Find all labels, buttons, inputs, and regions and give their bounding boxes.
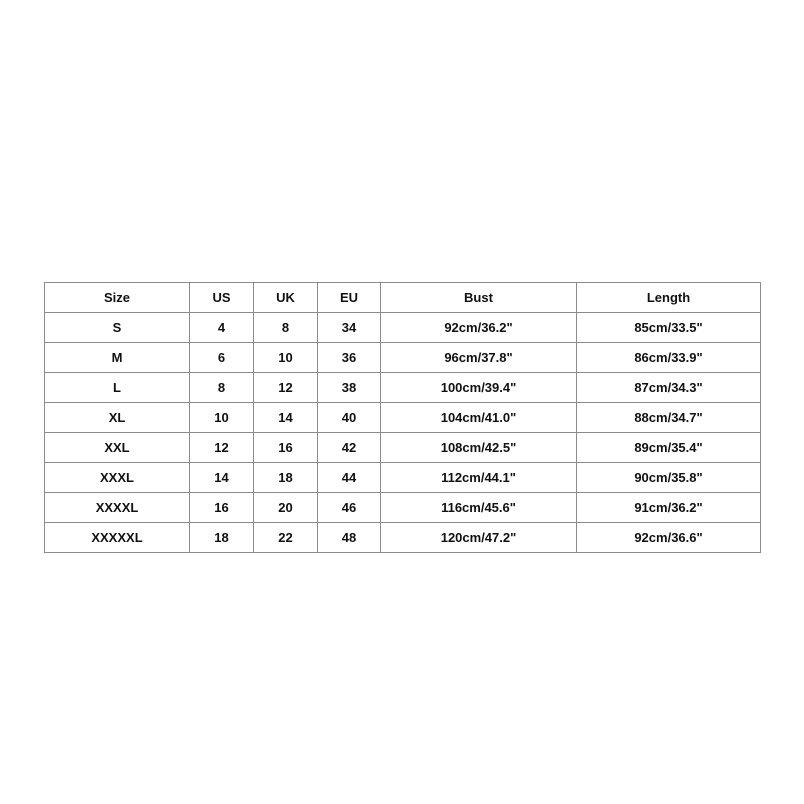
cell-eu: 38 bbox=[318, 373, 381, 403]
cell-bust: 104cm/41.0" bbox=[381, 403, 577, 433]
cell-us: 10 bbox=[190, 403, 254, 433]
cell-length: 92cm/36.6" bbox=[577, 523, 761, 553]
cell-length: 86cm/33.9" bbox=[577, 343, 761, 373]
size-chart-table bbox=[44, 282, 761, 553]
cell-length: 91cm/36.2" bbox=[577, 493, 761, 523]
cell-bust: 116cm/45.6" bbox=[381, 493, 577, 523]
cell-bust: 112cm/44.1" bbox=[381, 463, 577, 493]
cell-length: 89cm/35.4" bbox=[577, 433, 761, 463]
cell-eu: 40 bbox=[318, 403, 381, 433]
cell-length: 90cm/35.8" bbox=[577, 463, 761, 493]
cell-size: XL bbox=[45, 403, 190, 433]
cell-uk: 18 bbox=[254, 463, 318, 493]
cell-size: XXXL bbox=[45, 463, 190, 493]
cell-us: 12 bbox=[190, 433, 254, 463]
cell-bust: 108cm/42.5" bbox=[381, 433, 577, 463]
cell-size: S bbox=[45, 313, 190, 343]
cell-us: 6 bbox=[190, 343, 254, 373]
cell-eu: 44 bbox=[318, 463, 381, 493]
cell-eu: 48 bbox=[318, 523, 381, 553]
table-row bbox=[45, 463, 761, 493]
table-row bbox=[45, 313, 761, 343]
header-length: Length bbox=[577, 283, 761, 313]
header-row bbox=[45, 283, 761, 313]
cell-bust: 96cm/37.8" bbox=[381, 343, 577, 373]
header-uk: UK bbox=[254, 283, 318, 313]
cell-us: 8 bbox=[190, 373, 254, 403]
cell-uk: 10 bbox=[254, 343, 318, 373]
cell-size: M bbox=[45, 343, 190, 373]
cell-uk: 20 bbox=[254, 493, 318, 523]
cell-uk: 16 bbox=[254, 433, 318, 463]
cell-eu: 34 bbox=[318, 313, 381, 343]
cell-uk: 8 bbox=[254, 313, 318, 343]
table-row bbox=[45, 493, 761, 523]
cell-size: XXXXXL bbox=[45, 523, 190, 553]
cell-uk: 14 bbox=[254, 403, 318, 433]
cell-size: XXXXL bbox=[45, 493, 190, 523]
table-row bbox=[45, 523, 761, 553]
cell-bust: 120cm/47.2" bbox=[381, 523, 577, 553]
cell-us: 14 bbox=[190, 463, 254, 493]
cell-eu: 42 bbox=[318, 433, 381, 463]
table-row bbox=[45, 403, 761, 433]
cell-size: XXL bbox=[45, 433, 190, 463]
header-size: Size bbox=[45, 283, 190, 313]
cell-length: 85cm/33.5" bbox=[577, 313, 761, 343]
table-row bbox=[45, 343, 761, 373]
cell-uk: 12 bbox=[254, 373, 318, 403]
cell-us: 4 bbox=[190, 313, 254, 343]
cell-length: 87cm/34.3" bbox=[577, 373, 761, 403]
table-row bbox=[45, 373, 761, 403]
cell-size: L bbox=[45, 373, 190, 403]
header-us: US bbox=[190, 283, 254, 313]
cell-length: 88cm/34.7" bbox=[577, 403, 761, 433]
cell-us: 16 bbox=[190, 493, 254, 523]
cell-bust: 100cm/39.4" bbox=[381, 373, 577, 403]
cell-eu: 46 bbox=[318, 493, 381, 523]
header-bust: Bust bbox=[381, 283, 577, 313]
cell-bust: 92cm/36.2" bbox=[381, 313, 577, 343]
cell-us: 18 bbox=[190, 523, 254, 553]
header-eu: EU bbox=[318, 283, 381, 313]
table-row bbox=[45, 433, 761, 463]
cell-eu: 36 bbox=[318, 343, 381, 373]
cell-uk: 22 bbox=[254, 523, 318, 553]
